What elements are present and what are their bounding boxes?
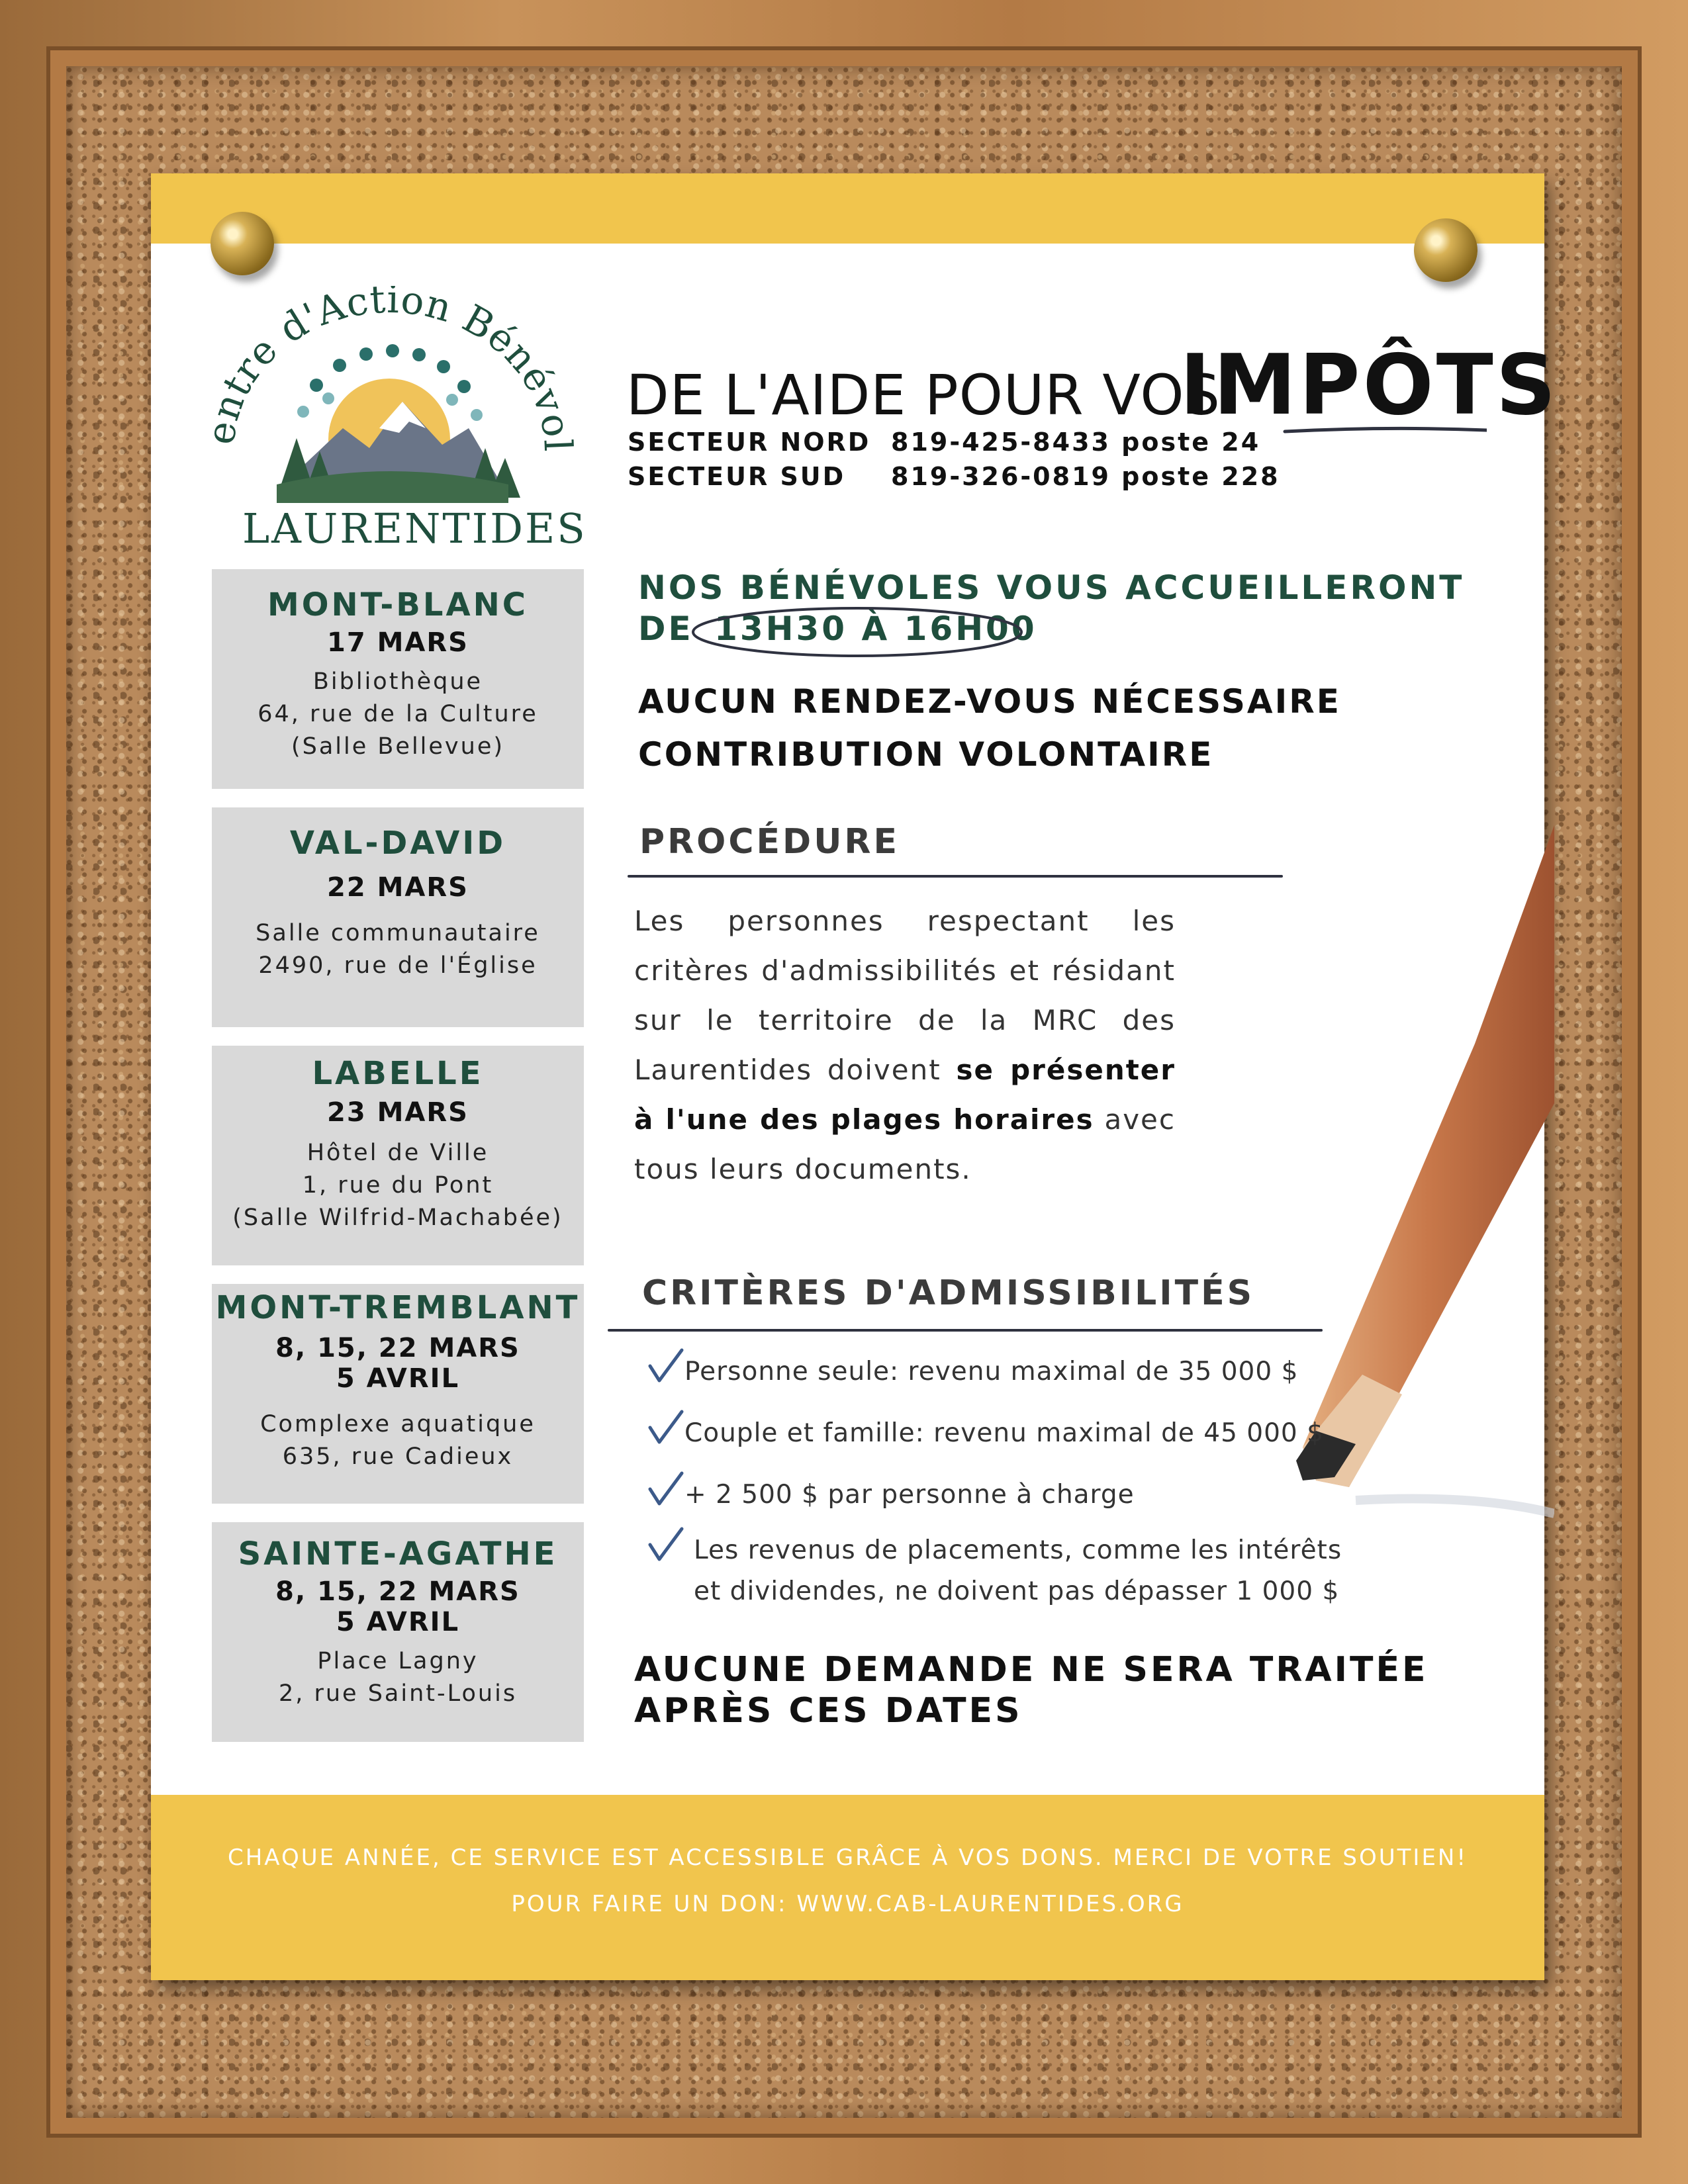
procedure-text-bold: se présenter à l'une des plages horaires: [634, 1054, 1176, 1136]
criteria-rule: [608, 1329, 1323, 1332]
location-address: [212, 1645, 584, 1710]
checkmark-icon: [646, 1469, 686, 1509]
address-line: (Salle Wilfrid-Machabée): [232, 1205, 563, 1231]
procedure-text-end: avec tous leurs documents.: [634, 1103, 1176, 1185]
title-prefix: DE L'AIDE POUR VOS: [626, 363, 1221, 428]
warning-line: AUCUNE DEMANDE NE SERA TRAITÉE: [634, 1650, 1429, 1690]
footer-donate-prefix: POUR FAIRE UN DON:: [511, 1891, 797, 1917]
criteria-text: + 2 500 $ par personne à charge: [684, 1480, 1135, 1510]
location-address: [212, 1137, 584, 1234]
phone-label: SECTEUR SUD: [628, 462, 846, 491]
location-date: 8, 15, 22 MARS: [275, 1576, 520, 1607]
checkmark-icon: [646, 1408, 686, 1447]
address-line: Place Lagny: [317, 1648, 479, 1674]
top-yellow-band: [151, 173, 1544, 244]
notes: [638, 675, 1341, 781]
phone-numbers: [628, 428, 1280, 496]
procedure-text-start: Les personnes respectant les critères d'admissibilités et résidant sur le territoire de la MRC des Laurentides doivent: [634, 905, 1176, 1086]
thumbtack-right-icon: [1414, 218, 1477, 282]
cab-logo: [204, 286, 587, 553]
footer-thanks: CHAQUE ANNÉE, CE SERVICE EST ACCESSIBLE GRÂCE À VOS DONS. MERCI DE VOTRE SOUTIEN!: [227, 1844, 1468, 1871]
phone-label: SECTEUR NORD: [628, 428, 871, 457]
address-line: Complexe aquatique: [260, 1411, 536, 1437]
checkmark-icon: [646, 1346, 686, 1386]
location-date: 17 MARS: [327, 627, 469, 658]
criteria-text: Personne seule: revenu maximal de 35 000 $: [684, 1357, 1299, 1387]
location-date: 8, 15, 22 MARS: [275, 1333, 520, 1363]
criteria-text: Les revenus de placements, comme les intérêts: [694, 1535, 1342, 1565]
welcome-prefix: DE: [638, 610, 694, 648]
location-city: MONT-BLANC: [267, 586, 529, 623]
location-city: LABELLE: [312, 1055, 484, 1092]
location-address: [212, 1408, 584, 1473]
address-line: 2490, rue de l'Église: [258, 952, 538, 979]
warning-line: APRÈS CES DATES: [634, 1691, 1023, 1731]
flyer-paper: [151, 173, 1559, 1980]
donation-link[interactable]: WWW.CAB-LAURENTIDES.ORG: [796, 1891, 1184, 1917]
address-line: Salle communautaire: [256, 920, 540, 946]
location-address: [212, 917, 584, 982]
criteria-title: CRITÈRES D'ADMISSIBILITÉS: [642, 1273, 1255, 1313]
note-no-appointment: AUCUN RENDEZ-VOUS NÉCESSAIRE: [638, 682, 1341, 721]
procedure-title: PROCÉDURE: [639, 822, 900, 862]
address-line: Hôtel de Ville: [306, 1140, 489, 1166]
address-line: Bibliothèque: [312, 668, 483, 695]
location-city: VAL-DAVID: [289, 825, 506, 862]
location-address: [212, 666, 584, 763]
title-underline: [626, 324, 1487, 443]
procedure-text: [634, 896, 1176, 1194]
location-card-sainte-agathe: [212, 1522, 584, 1742]
location-date: 5 AVRIL: [336, 1607, 460, 1637]
address-line: 635, rue Cadieux: [282, 1443, 514, 1470]
welcome-hours-value: 13H30 À 16H00: [714, 610, 1037, 648]
logo-name: LAURENTIDES: [242, 504, 587, 553]
address-line: 1, rue du Pont: [302, 1172, 494, 1199]
location-card-labelle: [212, 1046, 584, 1265]
checkmark-icon: [646, 1525, 686, 1565]
address-line: 64, rue de la Culture: [258, 701, 538, 727]
hours-circle-mark: [688, 604, 1026, 660]
deadline-warning: [634, 1649, 1429, 1731]
location-date: 23 MARS: [327, 1097, 469, 1128]
address-line: (Salle Bellevue): [291, 733, 505, 760]
location-city: MONT-TREMBLANT: [215, 1289, 581, 1326]
note-voluntary-contribution: CONTRIBUTION VOLONTAIRE: [638, 735, 1214, 774]
footer-donate: [151, 1881, 1544, 1927]
page-title: [626, 324, 1559, 433]
criteria-text: Couple et famille: revenu maximal de 45 000 $: [684, 1418, 1324, 1448]
location-city: SAINTE-AGATHE: [238, 1535, 558, 1572]
location-card-val-david: [212, 807, 584, 1027]
location-date: 22 MARS: [327, 872, 469, 903]
location-card-mont-tremblant: [212, 1284, 584, 1504]
criteria-text: et dividendes, ne doivent pas dépasser 1 000 $: [694, 1576, 1340, 1606]
logo-arc-text: ntre d'Action Bénév: [204, 286, 574, 426]
welcome-line1: NOS BÉNÉVOLES VOUS ACCUEILLERONT: [638, 569, 1465, 607]
phone-row-north: [628, 428, 1280, 462]
phone-row-south: [628, 462, 1280, 496]
phone-number: 819-425-8433 poste 24: [891, 428, 1261, 457]
procedure-rule: [628, 875, 1283, 878]
footer: [151, 1835, 1544, 1927]
location-date: 5 AVRIL: [336, 1363, 460, 1394]
address-line: 2, rue Saint-Louis: [278, 1680, 518, 1707]
title-emphasis: IMPÔTS: [1180, 336, 1559, 433]
phone-number: 819-326-0819 poste 228: [891, 462, 1280, 491]
location-card-mont-blanc: [212, 569, 584, 789]
thumbtack-left-icon: [211, 212, 274, 275]
